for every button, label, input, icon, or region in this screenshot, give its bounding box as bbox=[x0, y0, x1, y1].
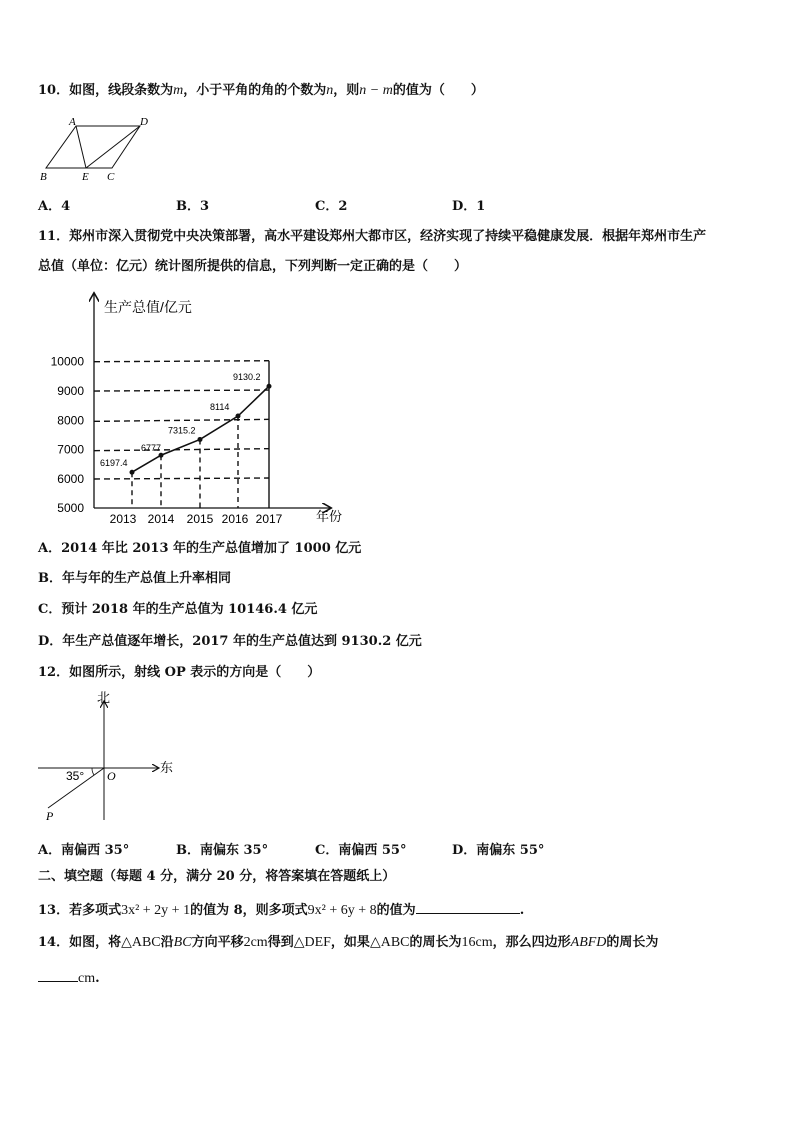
q14-stem-line1 bbox=[38, 934, 658, 952]
y-axis-title: 生产总值/亿元 bbox=[104, 299, 192, 315]
y-tick-8000: 8000 bbox=[57, 413, 84, 428]
grid-line-7000 bbox=[94, 449, 269, 451]
q13-text: . bbox=[519, 903, 525, 918]
q10-number: 10． bbox=[38, 83, 70, 98]
q14-math: 2cm bbox=[243, 935, 268, 950]
data-label-2015: 7315.2 bbox=[168, 425, 196, 436]
origin-label: O bbox=[107, 769, 116, 783]
q14-math: ABFD bbox=[570, 935, 607, 950]
q10-var-n: n bbox=[326, 83, 334, 98]
q13-stem bbox=[38, 899, 524, 920]
q10-option-b[interactable]: B．3 bbox=[176, 199, 210, 214]
q14-math: BC bbox=[173, 935, 192, 950]
q10-option-c[interactable]: C．2 bbox=[315, 199, 348, 214]
section2-title: 二、填空题（每题 4 分，满分 20 分，将答案填在答题纸上） bbox=[38, 869, 396, 884]
q14-text: ，如果 bbox=[330, 935, 370, 950]
x-tick-2013: 2013 bbox=[109, 512, 137, 526]
q11-option-a[interactable]: A．2014 年比 2013 年的生产总值增加了 1000 亿元 bbox=[38, 541, 362, 556]
x-tick-2016: 2016 bbox=[221, 512, 249, 526]
point-2016 bbox=[236, 414, 241, 419]
q14-text: ，那么四边形 bbox=[492, 935, 571, 950]
q14-answer-blank[interactable] bbox=[38, 967, 78, 982]
q11-option-d[interactable]: D．年生产总值逐年增长，2017 年的生产总值达到 9130.2 亿元 bbox=[38, 634, 422, 649]
q14-math: △ABC bbox=[121, 935, 161, 950]
point-2015 bbox=[198, 437, 203, 442]
q11-option-b[interactable]: B．年与年的生产总值上升率相同 bbox=[38, 571, 231, 586]
q10-option-a[interactable]: A．4 bbox=[38, 199, 71, 214]
data-label-2014: 6777 bbox=[141, 443, 162, 454]
point-2013 bbox=[130, 470, 135, 475]
q10-text: ，则 bbox=[333, 83, 360, 98]
q13-text: 13．若多项式 bbox=[38, 903, 122, 918]
x-tick-labels bbox=[110, 512, 283, 526]
data-label-2016: 8114 bbox=[210, 402, 230, 413]
q11-option-c[interactable]: C．预计 2018 年的生产总值为 10146.4 亿元 bbox=[38, 602, 318, 617]
q10-parallelogram-figure bbox=[36, 114, 166, 184]
q14-unit: cm bbox=[78, 971, 96, 986]
q10-text: 如图，线段条数为 bbox=[69, 83, 174, 98]
q14-text: 方向平移 bbox=[191, 935, 244, 950]
grid-line-8000 bbox=[94, 419, 269, 421]
label-a: A bbox=[69, 116, 76, 128]
q11-stem-line1: 11．郑州市深入贯彻党中央决策部署，高水平建设郑州大都市区，经济实现了持续平稳健康发展．根据年郑州市生产 bbox=[38, 229, 707, 244]
q13-text: 的值为 bbox=[376, 903, 416, 918]
q12-option-d[interactable]: D．南偏东 55° bbox=[452, 843, 545, 858]
q12-option-a[interactable]: A．南偏西 35° bbox=[38, 843, 130, 858]
y-tick-5000: 5000 bbox=[57, 501, 84, 515]
q14-math: △ABC bbox=[369, 935, 410, 950]
y-tick-6000: 6000 bbox=[57, 472, 84, 486]
q14-stem-line2 bbox=[38, 967, 100, 988]
q13-poly2: 9x² + 6y + 8 bbox=[307, 903, 377, 918]
grid-line-9000 bbox=[94, 390, 269, 391]
segment-de bbox=[86, 126, 140, 168]
y-tick-7000: 7000 bbox=[57, 442, 84, 457]
q12-option-b[interactable]: B．南偏东 35° bbox=[176, 843, 269, 858]
y-tick-10000: 10000 bbox=[50, 354, 84, 369]
q10-option-d[interactable]: D．1 bbox=[452, 199, 486, 214]
y-tick-9000: 9000 bbox=[57, 384, 84, 399]
q12-stem: 12．如图所示，射线 OP 表示的方向是（ ） bbox=[38, 665, 321, 680]
label-b: B bbox=[40, 171, 47, 183]
point-2014 bbox=[159, 453, 164, 458]
y-tick-labels bbox=[51, 355, 85, 515]
angle-arc bbox=[92, 768, 94, 775]
east-label: 东 bbox=[160, 760, 174, 775]
x-tick-2015: 2015 bbox=[186, 512, 214, 526]
point-2017 bbox=[267, 384, 272, 389]
label-e: E bbox=[82, 171, 89, 183]
angle-label: 35° bbox=[66, 769, 85, 783]
q14-math: △DEF bbox=[293, 935, 331, 950]
grid-line-6000 bbox=[94, 478, 269, 479]
segment-ae bbox=[76, 126, 86, 168]
q11-stem-line2: 总值（单位：亿元）统计图所提供的信息，下列判断一定正确的是（ ） bbox=[38, 259, 468, 274]
north-label: 北 bbox=[97, 690, 111, 705]
grid-line-10000 bbox=[94, 361, 269, 362]
data-label-2013: 6197.4 bbox=[100, 458, 128, 469]
q11-gdp-line-chart bbox=[38, 290, 348, 530]
q13-poly1: 3x² + 2y + 1 bbox=[121, 903, 191, 918]
q14-text: 14．如图，将 bbox=[38, 935, 122, 950]
q14-text: . bbox=[95, 971, 100, 986]
label-d: D bbox=[140, 116, 148, 128]
q14-text: 的周长为 bbox=[409, 935, 462, 950]
q10-text: ，小于平角的角的个数为 bbox=[183, 83, 327, 98]
q14-math: 16cm bbox=[461, 935, 493, 950]
q10-expr: n − m bbox=[359, 83, 393, 98]
q14-text: 沿 bbox=[160, 935, 174, 950]
q13-text: 的值为 8，则多项式 bbox=[190, 903, 308, 918]
q12-option-c[interactable]: C．南偏西 55° bbox=[315, 843, 407, 858]
parallelogram-shape bbox=[46, 126, 140, 168]
x-tick-2017: 2017 bbox=[255, 512, 283, 526]
q13-answer-blank[interactable] bbox=[416, 899, 520, 914]
label-c: C bbox=[107, 171, 115, 183]
x-tick-2014: 2014 bbox=[147, 512, 175, 526]
q12-direction-figure bbox=[36, 690, 186, 825]
q10-stem bbox=[38, 82, 484, 100]
q14-text: 得到 bbox=[267, 935, 294, 950]
x-axis-title: 年份 bbox=[316, 509, 343, 524]
q10-text: 的值为（ ） bbox=[392, 83, 484, 98]
q14-text: 的周长为 bbox=[606, 935, 659, 950]
data-label-2017: 9130.2 bbox=[233, 372, 261, 383]
point-p-label: P bbox=[46, 809, 54, 823]
q10-var-m: m bbox=[173, 83, 184, 98]
